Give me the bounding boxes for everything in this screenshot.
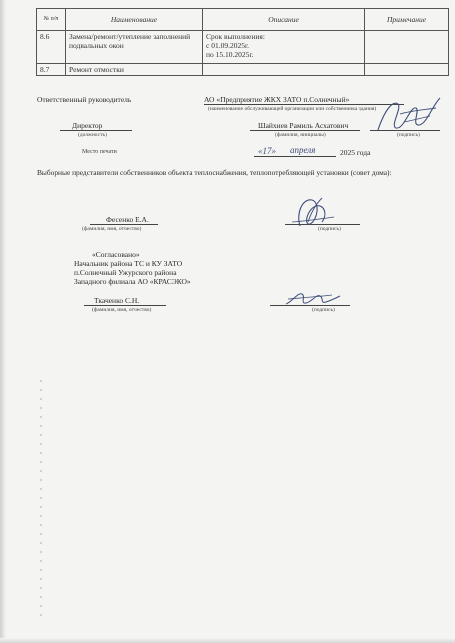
row-desc bbox=[203, 31, 365, 64]
representative-name-caption: (фамилия, имя, отчество) bbox=[82, 226, 142, 232]
date-year: 2025 года bbox=[340, 148, 371, 157]
representative-name: Фесенко Е.А. bbox=[106, 215, 149, 224]
director-signature-icon bbox=[370, 92, 445, 137]
header-num: № п/п bbox=[37, 9, 66, 31]
row-note bbox=[365, 31, 449, 64]
row-desc-line: по 15.10.2025г. bbox=[206, 50, 254, 59]
row-name: Замена/ремонт/утепление заполнений подвальных окон bbox=[66, 31, 203, 64]
table-header-row bbox=[37, 9, 449, 31]
stamp-place-label: Место печати bbox=[82, 149, 117, 155]
representative-sign-caption: (подпись) bbox=[318, 226, 341, 232]
representative-signature-icon bbox=[288, 192, 338, 232]
approver-signature-icon bbox=[282, 288, 342, 310]
approver-sign-caption: (подпись) bbox=[312, 307, 335, 313]
date-month: апреля bbox=[290, 145, 316, 155]
header-desc: Описание bbox=[203, 9, 365, 31]
name-underline bbox=[250, 130, 360, 131]
responsible-label: Ответственный руководитель bbox=[37, 95, 132, 104]
approver-name-underline bbox=[84, 305, 166, 306]
table-row bbox=[37, 31, 449, 64]
position-underline bbox=[60, 130, 132, 131]
date-day: «17» bbox=[258, 146, 276, 156]
organization-name: АО «Предприятие ЖКХ ЗАТО п.Солнечный» bbox=[204, 95, 350, 104]
representative-name-underline bbox=[90, 224, 158, 225]
org-caption: (наименование обслуживающей организации или собственника здания) bbox=[208, 106, 377, 112]
scan-edge-bottom bbox=[0, 638, 455, 643]
row-num: 8.6 bbox=[37, 31, 66, 64]
row-num: 8.7 bbox=[37, 64, 66, 76]
approver-name-caption: (фамилия, имя, отчество) bbox=[92, 307, 152, 313]
row-name: Ремонт отмостки bbox=[66, 64, 203, 76]
approval-line: Западного филиала АО «КРАСЭКО» bbox=[74, 277, 191, 286]
row-note bbox=[365, 64, 449, 76]
table-row bbox=[37, 64, 449, 76]
works-table bbox=[36, 8, 449, 76]
approval-line: п.Солнечный Ужурского района bbox=[74, 268, 177, 277]
row-desc-line: Срок выполнения: bbox=[206, 32, 265, 41]
name-caption: (фамилия, инициалы) bbox=[275, 132, 326, 138]
responsible-name: Шайхиев Рамиль Асхатович bbox=[258, 121, 349, 130]
scan-edge-left bbox=[0, 0, 6, 643]
header-note: Примечание bbox=[365, 9, 449, 31]
row-desc bbox=[203, 64, 365, 76]
approver-name: Ткаченко С.Н. bbox=[94, 296, 140, 305]
header-name: Наименование bbox=[66, 9, 203, 31]
row-desc-line: с 01.09.2025г. bbox=[206, 41, 250, 50]
representatives-label: Выборные представители собственников объекта теплоснабжения, теплопотребляющей установки (совет дома): bbox=[37, 168, 392, 177]
approval-line: Начальник района ТС и КУ ЗАТО bbox=[74, 259, 183, 268]
position-caption: (должность) bbox=[78, 132, 107, 138]
position-value: Директор bbox=[72, 121, 103, 130]
scan-artifact-dots bbox=[40, 380, 42, 620]
signature-caption: (подпись) bbox=[397, 132, 420, 138]
date-underline bbox=[254, 156, 336, 157]
approval-title: «Согласовано» bbox=[92, 250, 140, 259]
